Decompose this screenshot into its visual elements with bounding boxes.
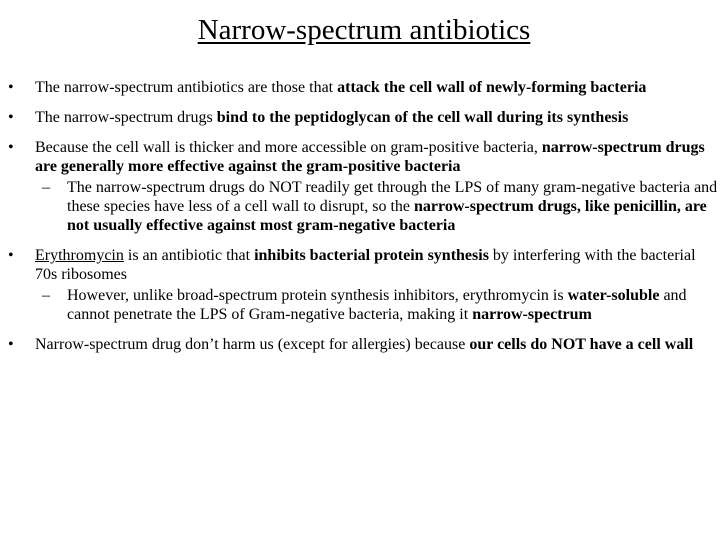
- bullet-item: [8, 138, 720, 235]
- dash-icon: –: [42, 287, 50, 304]
- slide-title: Narrow-spectrum antibiotics: [197, 14, 531, 46]
- bullet-item: [8, 246, 720, 324]
- bullet-text: The narrow-spectrum antibiotics are those that: [35, 79, 338, 96]
- bullet-item: [8, 108, 720, 127]
- bullet-bold-text: narrow-spectrum drugs are generally more effective against the gram-positive bacteria: [35, 139, 705, 175]
- bullet-bold-text: our cells do NOT have a cell wall: [469, 336, 694, 353]
- sub-bullet-item: [32, 286, 720, 324]
- dash-icon: –: [42, 179, 50, 196]
- sub-bullet-bold-text: narrow-spectrum drugs, like penicillin, are not usually effective against most gram-negative bacteria: [67, 198, 707, 234]
- bullet-bold-text: inhibits bacterial protein synthesis: [254, 247, 489, 264]
- bullet-text: The narrow-spectrum drugs: [35, 109, 217, 126]
- sub-bullet-text: The narrow-spectrum drugs do NOT readily get through the LPS of many gram-negative bacteria and these species have less of a cell wall to disrupt, so the: [67, 179, 718, 215]
- bullet-text: Narrow-spectrum drug don’t harm us (except for allergies) because: [35, 336, 470, 353]
- bullet-text: Because the cell wall is thicker and more accessible on gram-positive bacteria,: [35, 139, 542, 156]
- bullet-item: [8, 335, 720, 354]
- sub-bullet-text: However, unlike broad-spectrum protein synthesis inhibitors, erythromycin is: [67, 287, 568, 304]
- bullet-icon: •: [8, 139, 14, 156]
- sub-bullet-bold-text: water-soluble: [567, 287, 660, 304]
- bullet-list: [8, 78, 720, 365]
- bullet-icon: •: [8, 79, 14, 96]
- bullet-item: [8, 78, 720, 97]
- sub-bullet-text: and cannot penetrate the LPS of Gram-negative bacteria, making it: [67, 287, 687, 323]
- bullet-text: is an antibiotic that: [123, 247, 255, 264]
- bullet-text: by interfering with the bacterial 70s ribosomes: [35, 247, 696, 283]
- sub-bullet-item: [32, 178, 720, 235]
- bullet-icon: •: [8, 109, 14, 126]
- sub-bullet-bold-text: narrow-spectrum: [472, 306, 592, 323]
- erythromycin-link[interactable]: Erythromycin: [35, 247, 124, 264]
- bullet-bold-text: attack the cell wall of newly-forming bacteria: [337, 79, 647, 96]
- bullet-icon: •: [8, 247, 14, 264]
- bullet-icon: •: [8, 336, 14, 353]
- bullet-bold-text: bind to the peptidoglycan of the cell wall during its synthesis: [216, 109, 629, 126]
